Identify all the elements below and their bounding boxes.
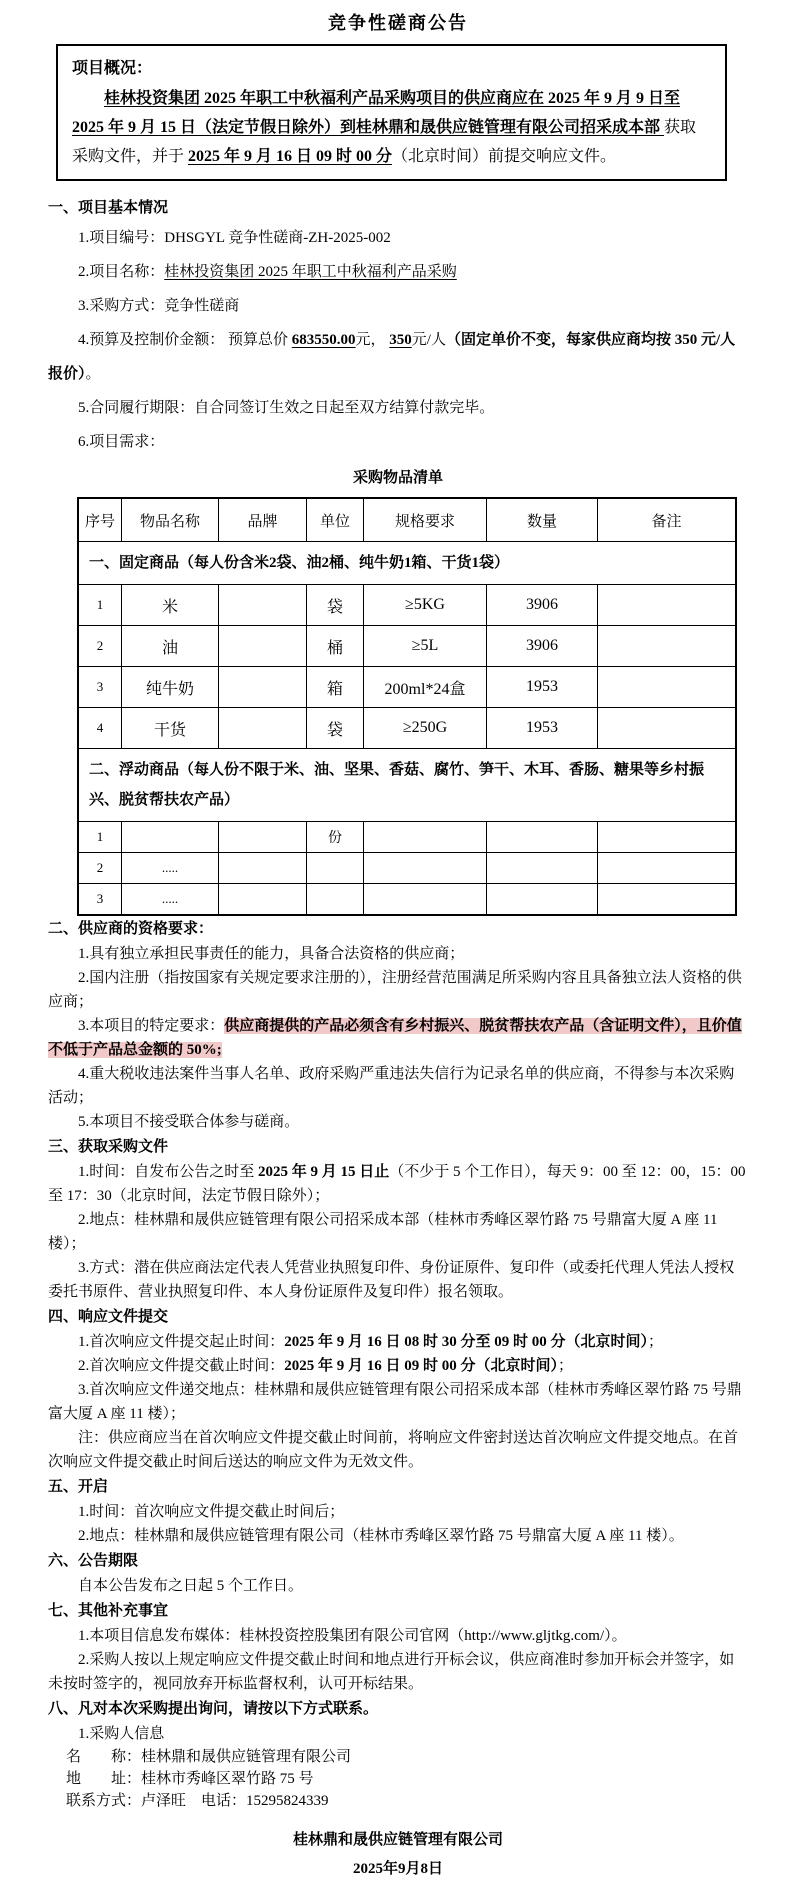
text-segment: ； <box>558 1358 574 1374</box>
table-cell <box>487 884 598 916</box>
table-cell: 纯牛奶 <box>122 667 219 708</box>
paragraph <box>48 1256 748 1304</box>
table-cell: 200ml*24盒 <box>364 667 487 708</box>
table-cell: 米 <box>122 585 219 626</box>
table-cell: ..... <box>122 884 219 916</box>
table-cell: 4 <box>78 708 122 749</box>
text-segment: 2.项目名称： <box>78 264 165 280</box>
text-segment: 5.本项目不接受联合体参与磋商。 <box>78 1114 300 1130</box>
text-segment: 元， <box>355 332 390 348</box>
table-cell <box>364 853 487 884</box>
table-header-row <box>78 498 736 542</box>
table-cell <box>598 884 737 916</box>
table-cell: 油 <box>122 626 219 667</box>
paragraph <box>48 391 748 425</box>
paragraph <box>48 1790 748 1812</box>
paragraph <box>48 1524 748 1548</box>
section-heading: 二、供应商的资格要求： <box>48 921 214 937</box>
text-segment: 获取采购文件，并于 <box>72 119 697 165</box>
section-heading: 六、公告期限 <box>48 1553 139 1569</box>
section <box>48 1474 748 1548</box>
text-segment: 2025 年 9 月 15 日止 <box>258 1164 390 1180</box>
table-cell <box>598 822 737 853</box>
text-segment: 1.具有独立承担民事责任的能力，具备合法资格的供应商； <box>78 946 465 962</box>
table-cell: ≥5L <box>364 626 487 667</box>
paragraph <box>48 1624 748 1648</box>
table-cell: ≥5KG <box>364 585 487 626</box>
text-segment: 2025 年 9 月 16 日 09 时 00 分 <box>188 148 393 165</box>
text-segment: 1.采购人信息 <box>78 1726 165 1742</box>
items-table <box>77 497 737 916</box>
text-segment: 2025 年 9 月 16 日 08 时 30 分至 09 时 00 分（北京时间） <box>284 1334 649 1350</box>
text-segment: 注：供应商应当在首次响应文件提交截止时间前，将响应文件密封送达首次响应文件提交地点。在首次响应文件提交截止时间后送达的响应文件为无效文件。 <box>48 1430 739 1470</box>
text-segment: 桂林投资集团 2025 年职工中秋福利产品采购 <box>164 264 457 280</box>
section <box>48 916 748 1134</box>
table-cell <box>487 822 598 853</box>
table-cell: 1953 <box>487 667 598 708</box>
table-cell: 3906 <box>487 585 598 626</box>
paragraph <box>48 425 748 459</box>
table-cell <box>219 884 307 916</box>
text-segment: 5.合同履行期限：自合同签订生效之日起至双方结算付款完毕。 <box>78 400 495 416</box>
paragraph <box>48 942 748 966</box>
section-heading: 七、其他补充事宜 <box>48 1603 169 1619</box>
text-segment: 2.采购人按以上规定响应文件提交截止时间和地点进行开标会议，供应商准时参加开标会并签字，如未按时签字的，视同放弃开标监督权利，认可开标结果。 <box>48 1652 735 1692</box>
table-cell: 份 <box>307 822 364 853</box>
table-cell: 1 <box>78 585 122 626</box>
table-cell <box>364 884 487 916</box>
section <box>48 1548 748 1598</box>
sections-after-table <box>48 916 748 1812</box>
table-row <box>78 626 736 667</box>
text-segment: 683550.00 <box>291 332 356 348</box>
table-cell: 1 <box>78 822 122 853</box>
text-segment: 1.时间：首次响应文件提交截止时间后； <box>78 1504 345 1520</box>
table-row <box>78 708 736 749</box>
paragraph <box>48 1500 748 1524</box>
paragraph <box>48 1746 748 1768</box>
text-segment: 2.首次响应文件提交截止时间： <box>78 1358 285 1374</box>
text-segment: （固定单价不变，每家供应商均按 350 元/人报价） <box>48 332 736 382</box>
overview-paragraph <box>72 84 711 171</box>
table-cell <box>598 626 737 667</box>
table-cell: 3 <box>78 884 122 916</box>
text-segment: 3.采购方式：竞争性磋商 <box>78 298 240 314</box>
paragraph <box>48 1062 748 1110</box>
header-cell: 数量 <box>487 498 598 542</box>
table-cell: 桶 <box>307 626 364 667</box>
paragraph <box>48 1110 748 1134</box>
table-cell <box>487 853 598 884</box>
paragraph <box>48 289 748 323</box>
paragraph <box>48 1648 748 1696</box>
section <box>48 195 748 459</box>
footer-date: 2025年9月8日 <box>352 1861 443 1877</box>
table-cell: 3 <box>78 667 122 708</box>
document-footer <box>48 1826 748 1884</box>
paragraph <box>48 1574 748 1598</box>
table-cell: 袋 <box>307 708 364 749</box>
header-cell: 备注 <box>598 498 737 542</box>
text-segment: （不少于 5 个工作日），每天 9：00 至 12：00，15：00 至 17：30（北京时间，法定节假日除外）； <box>48 1164 746 1204</box>
text-segment: 联系方式：卢泽旺 电话：15295824339 <box>66 1793 329 1809</box>
text-segment: 4.重大税收违法案件当事人名单、政府采购严重违法失信行为记录名单的供应商，不得参与本次采购活动； <box>48 1066 735 1106</box>
table-cell <box>219 626 307 667</box>
table-title: 采购物品清单 <box>352 470 443 486</box>
table-cell <box>598 667 737 708</box>
paragraph <box>48 1208 748 1256</box>
text-segment: 3.本项目的特定要求： <box>78 1018 225 1034</box>
table-cell <box>122 822 219 853</box>
table-cell: ≥250G <box>364 708 487 749</box>
text-segment: 2.地点：桂林鼎和晟供应链管理有限公司招采成本部（桂林市秀峰区翠竹路 75 号鼎富大厦 A 座 11 楼）； <box>48 1212 718 1252</box>
text-segment: 名 称：桂林鼎和晟供应链管理有限公司 <box>66 1749 352 1765</box>
table-cell <box>219 708 307 749</box>
section-heading: 八、凡对本次采购提出询问，请按以下方式联系。 <box>48 1701 379 1717</box>
header-cell: 单位 <box>307 498 364 542</box>
table-row <box>78 884 736 916</box>
sections-before-table <box>48 195 748 459</box>
section <box>48 1696 748 1812</box>
table-cell <box>364 822 487 853</box>
table-row <box>78 853 736 884</box>
section-heading: 五、开启 <box>48 1479 109 1495</box>
paragraph <box>48 1722 748 1746</box>
section <box>48 1304 748 1474</box>
table-cell <box>219 585 307 626</box>
table-cell <box>307 853 364 884</box>
table-cell <box>219 853 307 884</box>
text-segment: 2.国内注册（指按国家有关规定要求注册的），注册经营范围满足所采购内容且具备独立法人资格的供应商； <box>48 970 742 1010</box>
paragraph <box>48 966 748 1014</box>
text-segment: 4.预算及控制价金额： 预算总价 <box>78 332 292 348</box>
text-segment: 2025 年 9 月 16 日 09 时 00 分（北京时间） <box>284 1358 559 1374</box>
text-segment: 桂林投资集团 2025 年职工中秋福利产品采购项目的供应商应在 2025 年 9 月 9 日至 2025 年 9 月 15 日（法定节假日除外）到桂林鼎和晟供应链管理有限公司招采成本部 <box>72 90 681 136</box>
group-row <box>78 749 736 822</box>
table-cell <box>598 708 737 749</box>
text-segment: 供应商提供的产品必须含有乡村振兴、脱贫帮扶农产品（含证明文件），且价值不低于产品总金额的 50%; <box>48 1018 742 1058</box>
text-segment: 3.方式：潜在供应商法定代表人凭营业执照复印件、身份证原件、复印件（或委托代理人凭法人授权委托书原件、营业执照复印件、本人身份证原件及复印件）报名领取。 <box>48 1260 735 1300</box>
text-segment: 元/人 <box>411 332 446 348</box>
header-cell: 物品名称 <box>122 498 219 542</box>
header-cell: 规格要求 <box>364 498 487 542</box>
section-heading: 四、响应文件提交 <box>48 1309 169 1325</box>
table-cell <box>219 667 307 708</box>
section <box>48 1134 748 1304</box>
table-cell: 袋 <box>307 585 364 626</box>
table-cell <box>219 822 307 853</box>
text-segment: 。 <box>85 366 101 382</box>
project-overview-box <box>56 44 727 181</box>
text-segment: 3.首次响应文件递交地点：桂林鼎和晟供应链管理有限公司招采成本部（桂林市秀峰区翠竹路 75 号鼎富大厦 A 座 11 楼）； <box>48 1382 742 1422</box>
table-row <box>78 667 736 708</box>
paragraph <box>48 221 748 255</box>
paragraph <box>48 1426 748 1474</box>
text-segment: 1.本项目信息发布媒体：桂林投资控股集团有限公司官网（http://www.gljtkg.com/）。 <box>78 1628 627 1644</box>
paragraph <box>48 1378 748 1426</box>
table-cell <box>307 884 364 916</box>
table-cell: 2 <box>78 853 122 884</box>
paragraph <box>48 1354 748 1378</box>
header-cell: 序号 <box>78 498 122 542</box>
text-segment: 1.首次响应文件提交起止时间： <box>78 1334 285 1350</box>
section <box>48 1598 748 1696</box>
table-cell: 3906 <box>487 626 598 667</box>
paragraph <box>48 1160 748 1208</box>
table-cell <box>598 853 737 884</box>
header-cell: 品牌 <box>219 498 307 542</box>
text-segment: 6.项目需求： <box>78 434 165 450</box>
paragraph <box>48 323 748 391</box>
text-segment: 地 址：桂林市秀峰区翠竹路 75 号 <box>66 1771 314 1787</box>
group-label: 一、固定商品（每人份含米2袋、油2桶、纯牛奶1箱、干货1袋） <box>78 542 736 585</box>
table-row <box>78 822 736 853</box>
paragraph <box>48 1330 748 1354</box>
text-segment: 1.时间：自发布公告之时至 <box>78 1164 259 1180</box>
table-cell: 1953 <box>487 708 598 749</box>
paragraph <box>48 255 748 289</box>
overview-label: 项目概况： <box>72 60 153 77</box>
text-segment: 1.项目编号：DHSGYL 竞争性磋商-ZH-2025-002 <box>78 230 391 246</box>
text-segment: ； <box>648 1334 664 1350</box>
table-cell: 箱 <box>307 667 364 708</box>
table-cell: ..... <box>122 853 219 884</box>
table-cell: 干货 <box>122 708 219 749</box>
table-cell <box>598 585 737 626</box>
text-segment: 自本公告发布之日起 5 个工作日。 <box>78 1578 304 1594</box>
section-heading: 三、获取采购文件 <box>48 1139 169 1155</box>
table-row <box>78 585 736 626</box>
footer-company: 桂林鼎和晟供应链管理有限公司 <box>292 1832 503 1848</box>
page-title: 竞争性磋商公告 <box>328 13 468 33</box>
table-cell: 2 <box>78 626 122 667</box>
text-segment: 2.地点：桂林鼎和晟供应链管理有限公司（桂林市秀峰区翠竹路 75 号鼎富大厦 A 座 11 楼）。 <box>78 1528 684 1544</box>
section-heading: 一、项目基本情况 <box>48 200 169 216</box>
group-label: 二、浮动商品（每人份不限于米、油、坚果、香菇、腐竹、笋干、木耳、香肠、糖果等乡村振兴、脱贫帮扶农产品） <box>78 749 736 822</box>
text-segment: 350 <box>389 332 412 348</box>
paragraph <box>48 1014 748 1062</box>
text-segment: （北京时间）前提交响应文件。 <box>392 148 617 165</box>
paragraph <box>48 1768 748 1790</box>
group-row <box>78 542 736 585</box>
